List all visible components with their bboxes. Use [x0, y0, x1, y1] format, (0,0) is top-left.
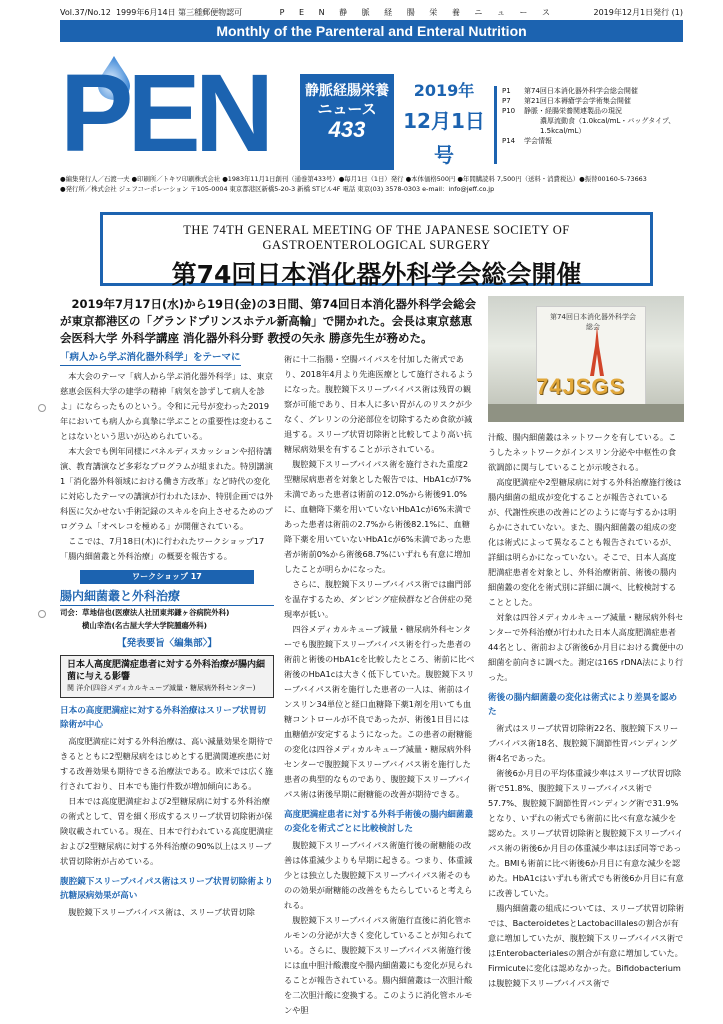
paragraph: 術式はスリーブ状胃切除術22名、腹腔鏡下スリーブバイパス術18名、腹腔鏡下調節性胃バンディング術4名であった。	[488, 723, 679, 763]
subheading: 日本の高度肥満症に対する外科治療はスリーブ状胃切除術が中心	[60, 706, 266, 730]
photo-sign-title: 第74回日本消化器外科学会総会	[550, 313, 636, 331]
toc-text: 静脈・経腸栄養関連製品の現況	[524, 107, 622, 115]
toc-page: P1	[502, 87, 511, 95]
paragraph: 高度肥満症や2型糖尿病に対する外科治療施行後は腸内細菌の組成が変化することが報告されているが、代謝性疾患の改善にどのように寄与するかは明らかにされていない。また、腸内細菌叢の組成の変化は術式によって異なることも報告されているが、詳細は明らかになっていない。そこで、日本人高度肥満症患者を対象とし、外科治療術前、術後の腸内細菌叢の変化を術式別に詳細に調べ、比較検討することとした。	[488, 477, 682, 607]
subheading: 高度肥満症患者に対する外科手術後の腸内細菌叢の変化を術式ごとに比較検討した	[284, 810, 474, 834]
presentation-box	[60, 655, 274, 698]
toc-item[interactable]	[502, 106, 684, 116]
toc-subitem: 濃厚流動食（1.0kcal/mL・バッグタイプ、	[540, 117, 676, 125]
article-column-3	[488, 430, 684, 991]
paragraph: 本大会でも例年同様にパネルディスカッションや招待講演、教育講演など多彩なプログラムが組まれた。特別講演1「消化器外科領域における働き方改革」など時代の変化に対応したテーマの講演が行われたほか、特別企画では外科医に欠かせない手術記録のスキルを向上させるためのプログラム「オペレコを極める」が開催されている。	[60, 446, 273, 531]
workshop-title: 腸内細菌叢と外科治療	[60, 588, 274, 606]
toc-item[interactable]	[502, 86, 684, 96]
toc-text: 学会情報	[524, 137, 552, 145]
workshop-chair: 司会：草地信也(医療法人社団東邦鎌ヶ谷病院外科)	[60, 608, 230, 617]
tokyo-tower-icon	[588, 326, 606, 376]
paragraph: 腸内細菌叢の組成については、スリーブ状胃切除術では、BacteroidetesとLactobacillalesの割合が有意に増加していたが、腹腔鏡下スリーブバイパス術ではEnterobacterialesの割合が有意に増加していた。Firmicuteに変化は認めなかった。Bifidobacteriumは腹腔鏡下スリーブバイパス術で	[488, 903, 684, 988]
issue-month-day: 12月1日号	[403, 109, 485, 167]
pen-logo	[60, 46, 296, 175]
paragraph: 汁酸、腸内細菌叢はネットワークを有している。こうしたネットワークがインスリン分泌や中枢性の食欲調節に関与していることが示唆される。	[488, 432, 677, 472]
paragraph: さらに、腹腔鏡下スリーブバイパス術では幽門部を温存するため、ダンピング症候群など合併症の発現率が低い。	[284, 579, 472, 619]
toc-page: P14	[502, 137, 516, 145]
issue-label	[398, 78, 490, 172]
article-title-en: THE 74TH GENERAL MEETING OF THE JAPANESE SOCIETY OF GASTROENTEROLOGICAL SURGERY	[183, 223, 570, 252]
badge-line1: 静脈経腸栄養	[305, 83, 389, 99]
workshop-chair: 横山幸浩(名古屋大学大学院腫瘍外科)	[82, 621, 208, 630]
photo-floor	[488, 404, 684, 422]
punch-hole-icon	[38, 610, 46, 618]
table-of-contents	[494, 86, 684, 164]
paragraph: 術に十二指腸・空腸バイパスを付加した術式であり、2018年4月より先進医療として施行されるようになった。腹腔鏡下スリーブバイパス術は残胃の観察が可能であり、日本人に多い胃がんのリスクが少なく、グレリンの分泌部位を切除するため食欲が減退する。スリーブ状胃切除術と比較してより高い抗糖尿病効果を有することが示されている。	[284, 354, 474, 454]
paragraph: ここでは、7月18日(木)に行われたワークショップ17「腸内細菌叢と外科治療」の概要を報告する。	[60, 536, 265, 561]
article-column-2	[284, 352, 476, 1018]
badge-line2: ニュース	[317, 100, 377, 118]
english-title-bar: Monthly of the Parenteral and Enteral Nutrition	[60, 20, 683, 42]
paragraph: 四谷メディカルキューブ減量・糖尿病外科センターでも腹腔鏡下スリーブバイパス術を行った患者の術前と術後のHbA1cを比較したところ、術前に比べ術後のHbA1cは大きく低下していた。腹腔鏡下スリーブバイパス術を施行した患者の一人は、術前はインスリン34単位と経口血糖降下薬1剤を用いても血糖コントロールが不良であったが、術後1日目には血糖値が安定するようになった。この患者の耐糖能の変化は四谷メディカルキューブ減量・糖尿病外科センターで腹腔鏡下スリーブバイパス術を施行した患者の典型的なものであり、腹腔鏡下スリーブバイパス術は術後早期に耐糖能の改善が期待できる。	[284, 624, 475, 799]
subheading: 腹腔鏡下スリーブバイパス術はスリーブ状胃切除術より抗糖尿病効果が高い	[60, 877, 274, 901]
toc-item[interactable]	[502, 136, 684, 146]
presenter-name: 関 洋介(四谷メディカルキューブ減量・糖尿病外科センター)	[67, 684, 256, 692]
toc-page: P10	[502, 107, 516, 115]
conference-photo	[488, 296, 684, 422]
toc-text: 第74回日本消化器外科学会総会開催	[524, 87, 638, 95]
punch-hole-icon	[38, 404, 46, 412]
paragraph: 腹腔鏡下スリーブバイパス術施行直後に消化管ホルモンの分泌が大きく変化していることが知られている。さらに、腹腔鏡下スリーブバイパス術施行後には血中胆汁酸濃度や腸内細菌叢にも変化が見られることが報告されている。腸内細菌叢は一次胆汁酸を二次胆汁酸に変換する。このように消化管ホルモンや胆	[284, 915, 473, 1015]
paragraph: 腹腔鏡下スリーブバイパス術は、スリーブ状胃切除	[68, 907, 255, 917]
toc-text: 第21回日本褥瘡学会学術集会開催	[524, 97, 631, 105]
toc-page: P7	[502, 97, 511, 105]
publisher-line: ●発行所／株式会社 ジェフコーポレーション 〒105-0004 東京都港区新橋5-20-3 新橋 STビル4F 電話 東京(03) 3578-0303 e-mail：info@jeff.co.jp	[60, 185, 495, 193]
summary-label: 【発表要旨〈編集部〉】	[117, 638, 217, 649]
toc-subitem: 1.5kcal/mL）	[540, 127, 586, 135]
toc-item[interactable]	[502, 96, 684, 106]
article-column-1	[60, 350, 274, 920]
issue-date: 2019年12月1日発行 (1)	[593, 7, 683, 17]
paragraph: 本大会のテーマ「病人から学ぶ消化器外科学」は、東京慈恵会医科大学の建学の精神「病気を診ずして病人を診よ」にならったものという。令和に元号が変わった2019年においても病人から真摯に学ぶことの重要性は変わることはないという思いが込められている。	[60, 371, 273, 441]
presentation-title: 日本人高度肥満症患者に対する外科治療が腸内細菌に与える影響	[67, 660, 266, 682]
volume-number: Vol.37/No.12	[60, 7, 111, 17]
newsletter-name: P E N 静 脈 経 腸 栄 養 ニ ュ ー ス	[279, 7, 556, 17]
permit-note: 1999年6月14日 第三種郵便物認可	[115, 7, 243, 17]
publisher-info	[60, 174, 683, 194]
photo-sign-text: 74JSGS	[536, 374, 626, 399]
article-lead: 2019年7月17日(水)から19日(金)の3日間、第74回日本消化器外科学会総会が東京都港区の「グランドプリンスホテル新高輪」で開かれた。会長は東京慈恵会医科大学 外科学講座 消化器外科分野 教授の矢永 勝彦先生が務めた。	[60, 297, 477, 345]
masthead-topline	[60, 6, 683, 18]
issue-year: 2019年	[413, 81, 475, 100]
publisher-line: ●編集発行人／石渡一夫 ●印刷所／トキワ印刷株式会社 ●1983年11月1日創刊（通巻第433号）●毎月1日（1日）発行 ●本体価格500円 ●年間購読料 7,500円（送料・消費税込）●振替00160-5-73663	[60, 175, 647, 183]
article-banner	[100, 212, 653, 289]
issue-badge	[300, 74, 394, 170]
section-heading: 「病人から学ぶ消化器外科学」をテーマに	[60, 350, 241, 366]
article-title-ja: 第74回日本消化器外科学会総会開催	[171, 260, 582, 289]
paragraph: 腹腔鏡下スリーブバイパス術施行後の耐糖能の改善は体重減少よりも早期に起きる。つまり、体重減少とは独立した腹腔鏡下スリーブバイパス術そのものの効果が耐糖能の改善をもたらしていると考えられる。	[284, 840, 473, 910]
paragraph: 高度肥満症に対する外科治療は、高い減量効果を期待できるとともに2型糖尿病をはじめとする肥満関連疾患に対する改善効果も期待できる治療法である。欧米では広く施行されており、日本でも施行件数が増加傾向にある。	[60, 736, 273, 791]
paragraph: 日本では高度肥満症および2型糖尿病に対する外科治療の術式として、胃を細く形成するスリーブ状胃切除術が保険収載されている。現在、日本で行われている高度肥満症および2型糖尿病に対する外科治療の90%以上はスリーブ状胃切除術が占めている。	[60, 796, 273, 866]
paragraph: 対象は四谷メディカルキューブ減量・糖尿病外科センターで外科治療が行われた日本人高度肥満症患者44名とし、術前および術後6か月目における糞便中の細菌を前向きに調べた。測定は16S rDNA法により行った。	[488, 612, 684, 682]
badge-issue-number: 433	[328, 117, 366, 142]
paragraph: 腹腔鏡下スリーブバイパス術を施行された重度2型糖尿病患者を対象とした報告では、HbA1cが7%未満であった患者は術前の12.0%から術後91.0%に、血糖降下薬を用いていないHbA1cが6%未満であった患者は術前の2.7%から術後82.1%に、血糖降下薬を用いていないHbA1cが6%未満であった患者が術前0%から術後68.7%にいずれも有意に増加したことが明らかになった。	[284, 459, 472, 574]
logo-text: PEN	[60, 52, 269, 175]
paragraph: 術後6か月目の平均体重減少率はスリーブ状胃切除術で51.8%、腹腔鏡下スリーブバイパス術で57.7%、腹腔鏡下調節性胃バンディング術で31.9%となり、いずれの術式でも術前に比べ有意な減少を認めた。スリーブ状胃切除術と腹腔鏡下スリーブバイパス術の術後6か月目の体重減少率はほぼ同等であった。BMIも術前に比べ術後6か月目に有意な減少を認めた。HbA1cはいずれも術式でも術後6か月目に有意に改善していた。	[488, 768, 684, 898]
subheading: 術後の腸内細菌叢の変化は術式により差異を認めた	[488, 693, 678, 717]
workshop-tag: ワークショップ 17	[80, 570, 254, 584]
